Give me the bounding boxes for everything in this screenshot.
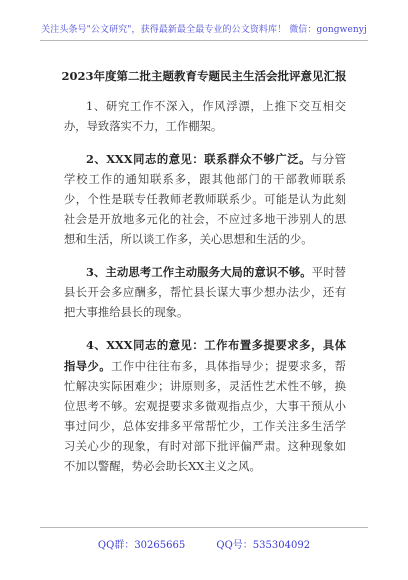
footer-qq-group: QQ群：30265665 bbox=[97, 540, 186, 551]
paragraph-lead: 2、XXX同志的意见：联系群众不够广泛。 bbox=[86, 152, 311, 166]
document-body bbox=[64, 96, 346, 489]
paragraph-text: 工作中往往布多，具体指导少；提要求多，帮忙解决实际困难少；讲原则多，灵活性艺术性不够，换位思考不够。宏观提要求多微观指点少，大事干预从小事过问少，总体安排多平常帮忙少，工作关注多生活学习关心少的现象，有时对部下批评偏严肃。这种现象如不加以警醒，势必会助长XX主义之风。 bbox=[64, 360, 346, 473]
paragraph-text: 与分管学校工作的通知联系多，跟其他部门的干部教师联系少，个性是联专任教师老教师联系少。可能是认为此刻社会是开放地多元化的社会，不应过多地干涉别人的思想和生活，所以谈工作多，关心思想和生活的少。 bbox=[64, 153, 346, 246]
paragraph-4 bbox=[64, 335, 346, 477]
paragraph-lead: 3、主动思考工作主动服务大局的意识不够。 bbox=[86, 265, 312, 279]
paragraph-text: 平时替县长开会多应酬多，帮忙县长谋大事少想办法少，还有把大事推给县长的现象。 bbox=[64, 266, 346, 319]
header-banner: 关注头条号"公文研究"，获得最新最全最专业的公文资料库！ 微信：gongwenyj bbox=[41, 25, 367, 35]
header-divider bbox=[40, 40, 368, 41]
paragraph-1 bbox=[64, 96, 346, 137]
document-title: 2023年度第二批主题教育专题民主生活会批评意见汇报 bbox=[61, 69, 347, 83]
footer-qq-number: QQ号：535304092 bbox=[216, 540, 311, 551]
footer-divider bbox=[40, 527, 368, 528]
paragraph-text: 1、研究工作不深入，作风浮漂，上推下交互相交办，导致落实不力，工作棚架。 bbox=[64, 100, 346, 133]
paragraph-3 bbox=[64, 262, 346, 323]
footer bbox=[0, 536, 408, 551]
paragraph-2 bbox=[64, 149, 346, 250]
paragraph-lead: 4、XXX同志的意见：工作布置多提要求多，具体指导少。 bbox=[64, 338, 346, 373]
